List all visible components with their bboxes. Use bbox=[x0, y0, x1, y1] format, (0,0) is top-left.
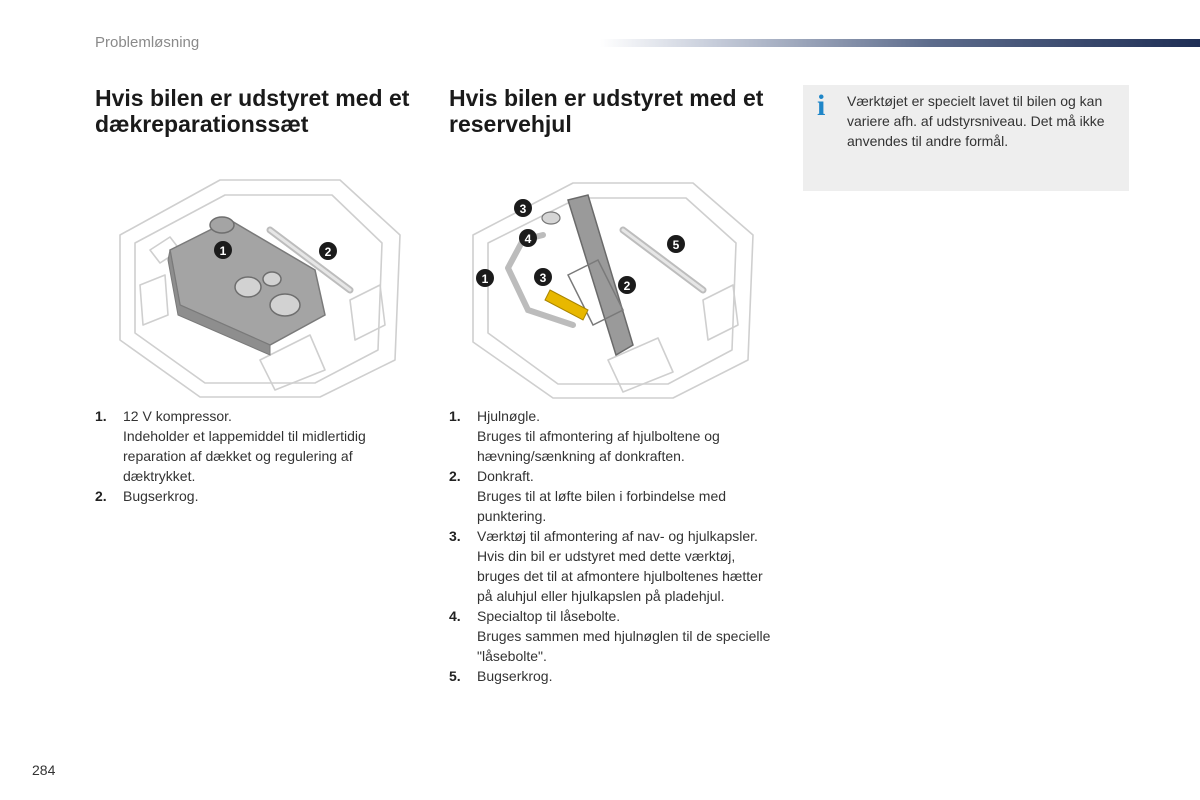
svg-text:2: 2 bbox=[324, 245, 332, 259]
item-number: 2. bbox=[95, 488, 107, 504]
item-number: 3. bbox=[449, 528, 461, 544]
item-text: Hvis din bil er udstyret med dette værktøj, bruges det til at afmontere hjulboltenes hætter på aluhjul eller hjulkapslen på pladehjul. bbox=[477, 548, 763, 604]
svg-text:5: 5 bbox=[672, 238, 680, 252]
svg-text:2: 2 bbox=[623, 279, 631, 293]
item-text: Indeholder et lappemiddel til midlertidig reparation af dækket og regulering af dæktrykket. bbox=[123, 428, 366, 484]
item-number: 2. bbox=[449, 468, 461, 484]
list-item bbox=[449, 526, 779, 606]
item-title: Bugserkrog. bbox=[477, 668, 553, 684]
callout-1 bbox=[214, 241, 232, 259]
item-title: Hjulnøgle. bbox=[477, 408, 541, 424]
title-spare-wheel: Hvis bilen er udstyret med et reservehjul bbox=[449, 85, 764, 137]
header-bar bbox=[600, 39, 1200, 47]
item-text: Bruges til afmontering af hjulboltene og hævning/sænkning af donkraften. bbox=[477, 428, 720, 464]
svg-text:4: 4 bbox=[524, 232, 532, 246]
title-repair-kit: Hvis bilen er udstyret med et dækreparationssæt bbox=[95, 85, 410, 137]
svg-text:1: 1 bbox=[219, 244, 227, 258]
repair-kit-illustration bbox=[110, 175, 405, 400]
info-text: Værktøjet er specielt lavet til bilen og kan variere afh. af udstyrsniveau. Det må ikke anvendes til andre formål. bbox=[847, 93, 1105, 149]
item-title: Specialtop til låsebolte. bbox=[477, 608, 621, 624]
item-title: Bugserkrog. bbox=[123, 488, 199, 504]
info-icon: i bbox=[817, 89, 826, 122]
callout-2 bbox=[319, 242, 337, 260]
spare-wheel-list bbox=[449, 406, 779, 686]
list-item bbox=[449, 666, 779, 686]
callout-4 bbox=[519, 229, 537, 247]
socket-shape bbox=[542, 212, 560, 224]
section-label: Problemløsning bbox=[95, 34, 200, 51]
callout-3-top bbox=[514, 199, 532, 217]
item-text: Bruges sammen med hjulnøglen til de specielle "låsebolte". bbox=[477, 628, 771, 664]
callout-1 bbox=[476, 269, 494, 287]
callout-3-bottom bbox=[534, 268, 552, 286]
info-box bbox=[803, 85, 1129, 191]
list-item bbox=[449, 606, 779, 666]
list-item bbox=[95, 406, 415, 486]
item-text: Bruges til at løfte bilen i forbindelse med punktering. bbox=[477, 488, 727, 524]
svg-text:1: 1 bbox=[481, 272, 489, 286]
item-title: Værktøj til afmontering af nav- og hjulkapsler. bbox=[477, 528, 758, 544]
repair-kit-list bbox=[95, 406, 415, 506]
callout-5 bbox=[667, 235, 685, 253]
item-title: Donkraft. bbox=[477, 468, 534, 484]
list-item bbox=[95, 486, 415, 506]
list-item bbox=[449, 406, 779, 466]
svg-text:3: 3 bbox=[519, 202, 527, 216]
jack-shape bbox=[568, 195, 633, 355]
item-number: 5. bbox=[449, 668, 461, 684]
page-number: 284 bbox=[32, 762, 56, 778]
spare-wheel-tools-illustration bbox=[468, 180, 758, 400]
item-number: 4. bbox=[449, 608, 461, 624]
item-title: 12 V kompressor. bbox=[123, 408, 232, 424]
svg-text:3: 3 bbox=[539, 271, 547, 285]
item-number: 1. bbox=[95, 408, 107, 424]
list-item bbox=[449, 466, 779, 526]
callout-2 bbox=[618, 276, 636, 294]
item-number: 1. bbox=[449, 408, 461, 424]
